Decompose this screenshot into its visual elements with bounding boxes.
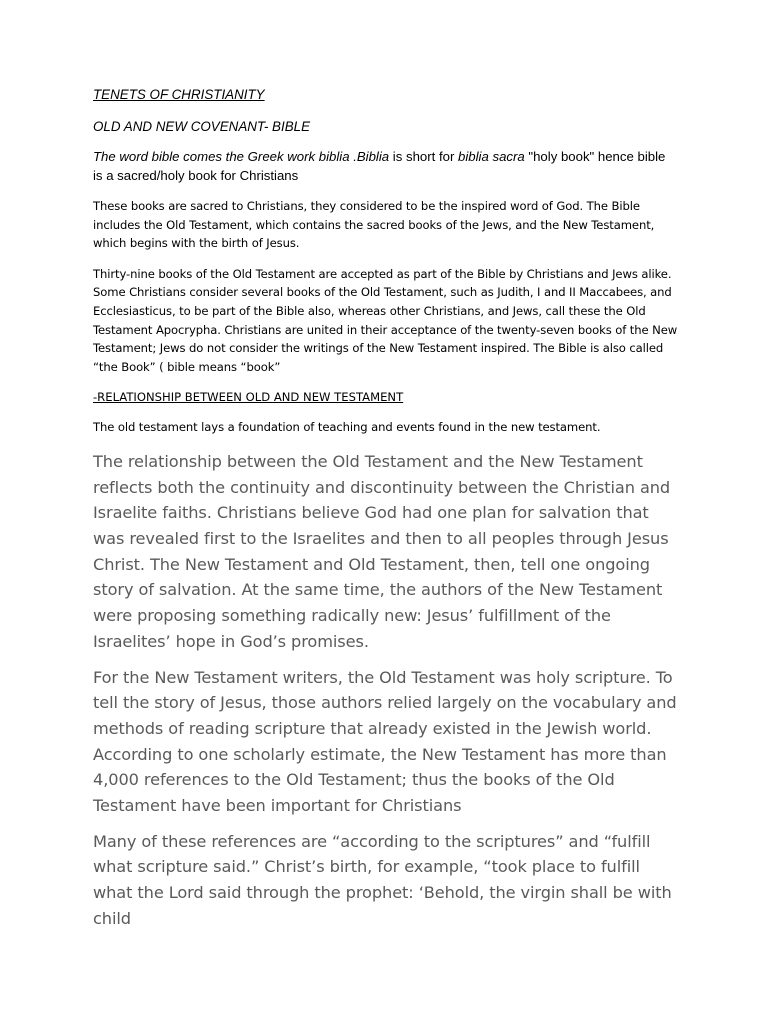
body-paragraph-sacred-books: These books are sacred to Christians, they considered to be the inspired word of God. The Bible includes the Old Testament, which contains the sacred books of the Jews, and the New Testament, which begins with the birth of Jesus. [93, 199, 655, 251]
body-paragraph-holy-scripture: For the New Testament writers, the Old Testament was holy scripture. To tell the story of Jesus, those authors relied largely on the vocabulary and methods of reading scripture that already existed in the Jewish world. According to one scholarly estimate, the New Testament has more than 4,000 references to the Old Testament; thus the books of the Old Testament have been important for Christians [93, 667, 677, 816]
section-intro-paragraph: The old testament lays a foundation of teaching and events found in the new testament. [93, 420, 601, 435]
body-paragraph-continuity: The relationship between the Old Testament and the New Testament reflects both the continuity and discontinuity between the Christian and Israelite faiths. Christians believe God had one plan for salvation that was revealed first to the Israelites and then to all peoples through Jesus Christ. The New Testament and Old Testament, then, tell one ongoing story of salvation. At the same time, the authors of the New Testament were proposing something radically new: Jesus’ fulfillment of the Israelites’ hope in God’s promises. [93, 451, 671, 651]
intro-italic-biblia-sacra: biblia sacra [458, 149, 525, 164]
intro-italic-lead: The word bible comes the Greek work biblia . [93, 149, 357, 164]
section-heading-relationship: -RELATIONSHIP BETWEEN OLD AND NEW TESTAMENT [93, 390, 404, 405]
intro-italic-biblia: Biblia [356, 149, 390, 164]
document-subtitle: OLD AND NEW COVENANT- BIBLE [93, 119, 311, 134]
body-paragraph-references: Many of these references are “according to the scriptures” and “fulfill what scripture said.” Christ’s birth, for example, “took place to fulfill what the Lord said through the prophet: ‘Behold, the virgin shall be with child [93, 831, 672, 928]
intro-text-end: "holy book" hence bible is a sacred/holy book for Christians [93, 149, 666, 183]
intro-paragraph [93, 148, 678, 185]
body-paragraph-thirty-nine-books: Thirty-nine books of the Old Testament are accepted as part of the Bible by Christians and Jews alike. Some Christians consider several books of the Old Testament, such as Judith, I and II Maccabees, and Ecclesiasticus, to be part of the Bible also, whereas other Christians, and Jews, call these the Old Testament Apocrypha. Christians are united in their acceptance of the twenty-seven books of the New Testament; Jews do not consider the writings of the New Testament inspired. The Bible is also called “the Book” ( bible means “book” [93, 266, 678, 374]
document-title: TENETS OF CHRISTIANITY [93, 87, 265, 102]
document-page [93, 86, 678, 942]
intro-text-mid: is short for [389, 149, 459, 164]
